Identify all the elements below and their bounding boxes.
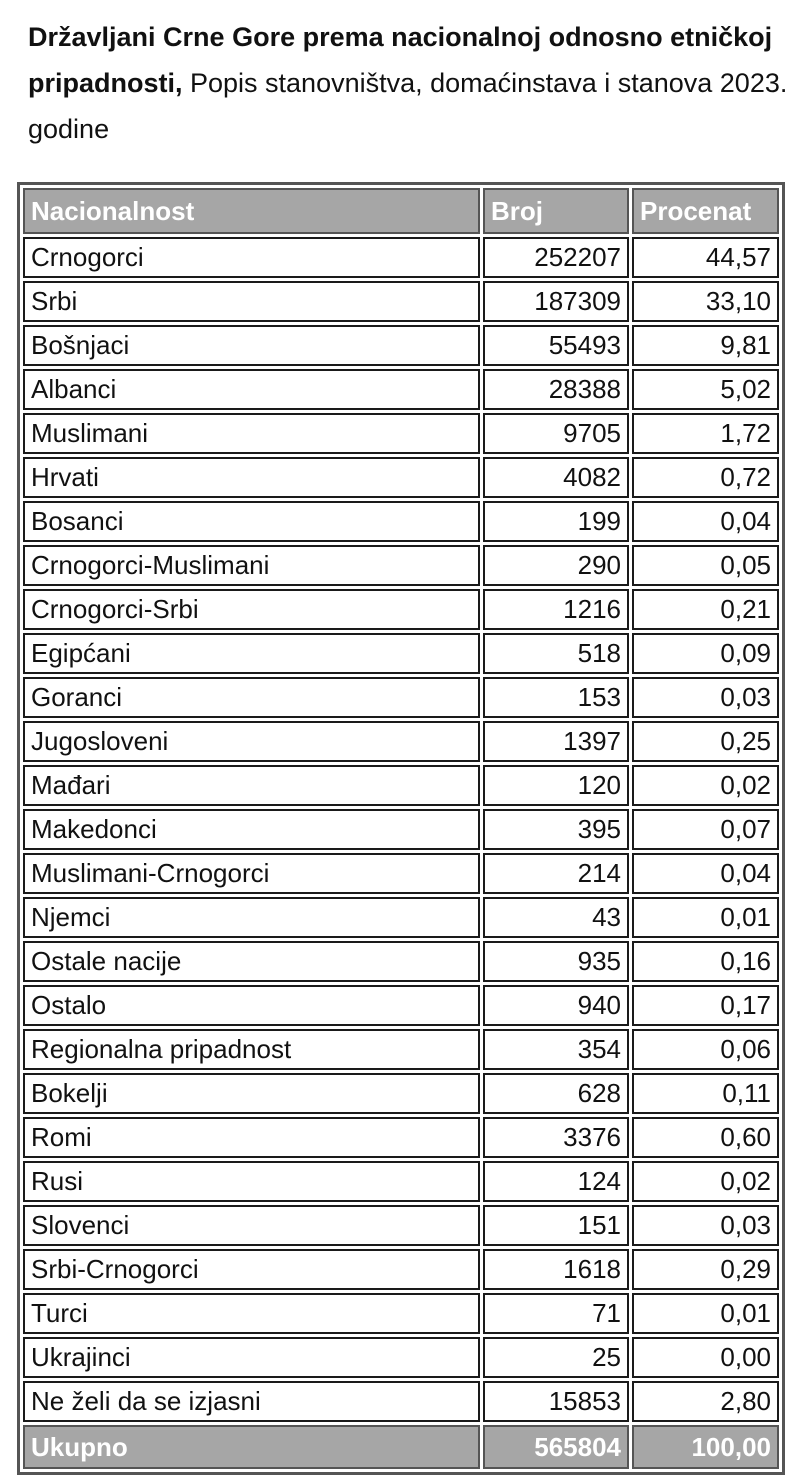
row-procenat: 0,16 — [632, 941, 779, 982]
row-nacionalnost: Srbi-Crnogorci — [23, 1249, 480, 1290]
row-nacionalnost: Egipćani — [23, 633, 480, 674]
table-row — [23, 325, 779, 366]
header-broj: Broj — [483, 188, 629, 234]
total-label: Ukupno — [23, 1425, 480, 1469]
row-procenat: 0,03 — [632, 677, 779, 718]
row-broj: 71 — [483, 1293, 629, 1334]
table-row — [23, 1161, 779, 1202]
table-row — [23, 457, 779, 498]
header-nacionalnost: Nacionalnost — [23, 188, 480, 234]
table-row — [23, 281, 779, 322]
row-nacionalnost: Bokelji — [23, 1073, 480, 1114]
table-row — [23, 985, 779, 1026]
row-procenat: 0,06 — [632, 1029, 779, 1070]
row-procenat: 44,57 — [632, 237, 779, 278]
table-row — [23, 897, 779, 938]
row-procenat: 0,09 — [632, 633, 779, 674]
row-broj: 199 — [483, 501, 629, 542]
table-row — [23, 809, 779, 850]
row-nacionalnost: Ostale nacije — [23, 941, 480, 982]
row-nacionalnost: Njemci — [23, 897, 480, 938]
row-procenat: 0,21 — [632, 589, 779, 630]
row-broj: 25 — [483, 1337, 629, 1378]
row-broj: 290 — [483, 545, 629, 586]
row-nacionalnost: Slovenci — [23, 1205, 480, 1246]
row-broj: 151 — [483, 1205, 629, 1246]
row-broj: 940 — [483, 985, 629, 1026]
title-subtitle: Popis stanovništva, domaćinstava i stanova 2023. godine — [28, 68, 788, 144]
row-procenat: 5,02 — [632, 369, 779, 410]
row-procenat: 0,01 — [632, 897, 779, 938]
row-procenat: 0,00 — [632, 1337, 779, 1378]
total-row — [23, 1425, 779, 1469]
table-row — [23, 545, 779, 586]
row-procenat: 0,11 — [632, 1073, 779, 1114]
row-procenat: 0,02 — [632, 1161, 779, 1202]
row-nacionalnost: Romi — [23, 1117, 480, 1158]
row-broj: 9705 — [483, 413, 629, 454]
row-broj: 4082 — [483, 457, 629, 498]
table-row — [23, 369, 779, 410]
table-row — [23, 237, 779, 278]
row-nacionalnost: Muslimani — [23, 413, 480, 454]
row-nacionalnost: Turci — [23, 1293, 480, 1334]
header-row — [23, 188, 779, 234]
row-nacionalnost: Bosanci — [23, 501, 480, 542]
row-broj: 395 — [483, 809, 629, 850]
row-broj: 628 — [483, 1073, 629, 1114]
row-broj: 3376 — [483, 1117, 629, 1158]
table-row — [23, 941, 779, 982]
row-broj: 518 — [483, 633, 629, 674]
row-procenat: 0,04 — [632, 853, 779, 894]
table-row — [23, 677, 779, 718]
row-nacionalnost: Ne želi da se izjasni — [23, 1381, 480, 1422]
table-row — [23, 589, 779, 630]
table-row — [23, 765, 779, 806]
row-procenat: 0,01 — [632, 1293, 779, 1334]
row-broj: 124 — [483, 1161, 629, 1202]
row-broj: 28388 — [483, 369, 629, 410]
page-title — [28, 14, 788, 152]
table-row — [23, 721, 779, 762]
row-broj: 935 — [483, 941, 629, 982]
row-procenat: 0,60 — [632, 1117, 779, 1158]
row-broj: 55493 — [483, 325, 629, 366]
table-body — [23, 237, 779, 1422]
title-bold: Državljani Crne Gore prema nacionalnoj odnosno etničkoj pripadnosti, — [28, 22, 773, 98]
table-row — [23, 1337, 779, 1378]
row-broj: 43 — [483, 897, 629, 938]
total-procenat: 100,00 — [632, 1425, 779, 1469]
row-nacionalnost: Crnogorci-Muslimani — [23, 545, 480, 586]
row-broj: 1397 — [483, 721, 629, 762]
row-procenat: 1,72 — [632, 413, 779, 454]
table-row — [23, 1029, 779, 1070]
total-broj: 565804 — [483, 1425, 629, 1469]
row-broj: 214 — [483, 853, 629, 894]
row-broj: 1216 — [483, 589, 629, 630]
row-nacionalnost: Jugosloveni — [23, 721, 480, 762]
table-row — [23, 633, 779, 674]
row-nacionalnost: Crnogorci-Srbi — [23, 589, 480, 630]
table-row — [23, 1381, 779, 1422]
row-broj: 153 — [483, 677, 629, 718]
row-nacionalnost: Regionalna pripadnost — [23, 1029, 480, 1070]
row-procenat: 0,29 — [632, 1249, 779, 1290]
row-nacionalnost: Mađari — [23, 765, 480, 806]
row-nacionalnost: Albanci — [23, 369, 480, 410]
row-procenat: 0,17 — [632, 985, 779, 1026]
table-row — [23, 1249, 779, 1290]
row-procenat: 0,05 — [632, 545, 779, 586]
row-procenat: 0,25 — [632, 721, 779, 762]
row-nacionalnost: Hrvati — [23, 457, 480, 498]
row-procenat: 0,04 — [632, 501, 779, 542]
row-nacionalnost: Ostalo — [23, 985, 480, 1026]
row-procenat: 0,02 — [632, 765, 779, 806]
row-nacionalnost: Makedonci — [23, 809, 480, 850]
table-row — [23, 501, 779, 542]
row-procenat: 33,10 — [632, 281, 779, 322]
header-procenat: Procenat — [632, 188, 779, 234]
table-row — [23, 1205, 779, 1246]
row-procenat: 9,81 — [632, 325, 779, 366]
table-row — [23, 1073, 779, 1114]
row-broj: 1618 — [483, 1249, 629, 1290]
row-procenat: 0,07 — [632, 809, 779, 850]
row-nacionalnost: Srbi — [23, 281, 480, 322]
row-nacionalnost: Rusi — [23, 1161, 480, 1202]
table-row — [23, 1117, 779, 1158]
table-row — [23, 853, 779, 894]
nationality-table — [17, 182, 785, 1475]
row-broj: 120 — [483, 765, 629, 806]
row-nacionalnost: Bošnjaci — [23, 325, 480, 366]
row-procenat: 0,72 — [632, 457, 779, 498]
table-row — [23, 1293, 779, 1334]
row-broj: 354 — [483, 1029, 629, 1070]
row-nacionalnost: Crnogorci — [23, 237, 480, 278]
row-nacionalnost: Muslimani-Crnogorci — [23, 853, 480, 894]
row-procenat: 0,03 — [632, 1205, 779, 1246]
row-broj: 252207 — [483, 237, 629, 278]
row-broj: 15853 — [483, 1381, 629, 1422]
row-nacionalnost: Goranci — [23, 677, 480, 718]
table-row — [23, 413, 779, 454]
row-procenat: 2,80 — [632, 1381, 779, 1422]
row-broj: 187309 — [483, 281, 629, 322]
row-nacionalnost: Ukrajinci — [23, 1337, 480, 1378]
